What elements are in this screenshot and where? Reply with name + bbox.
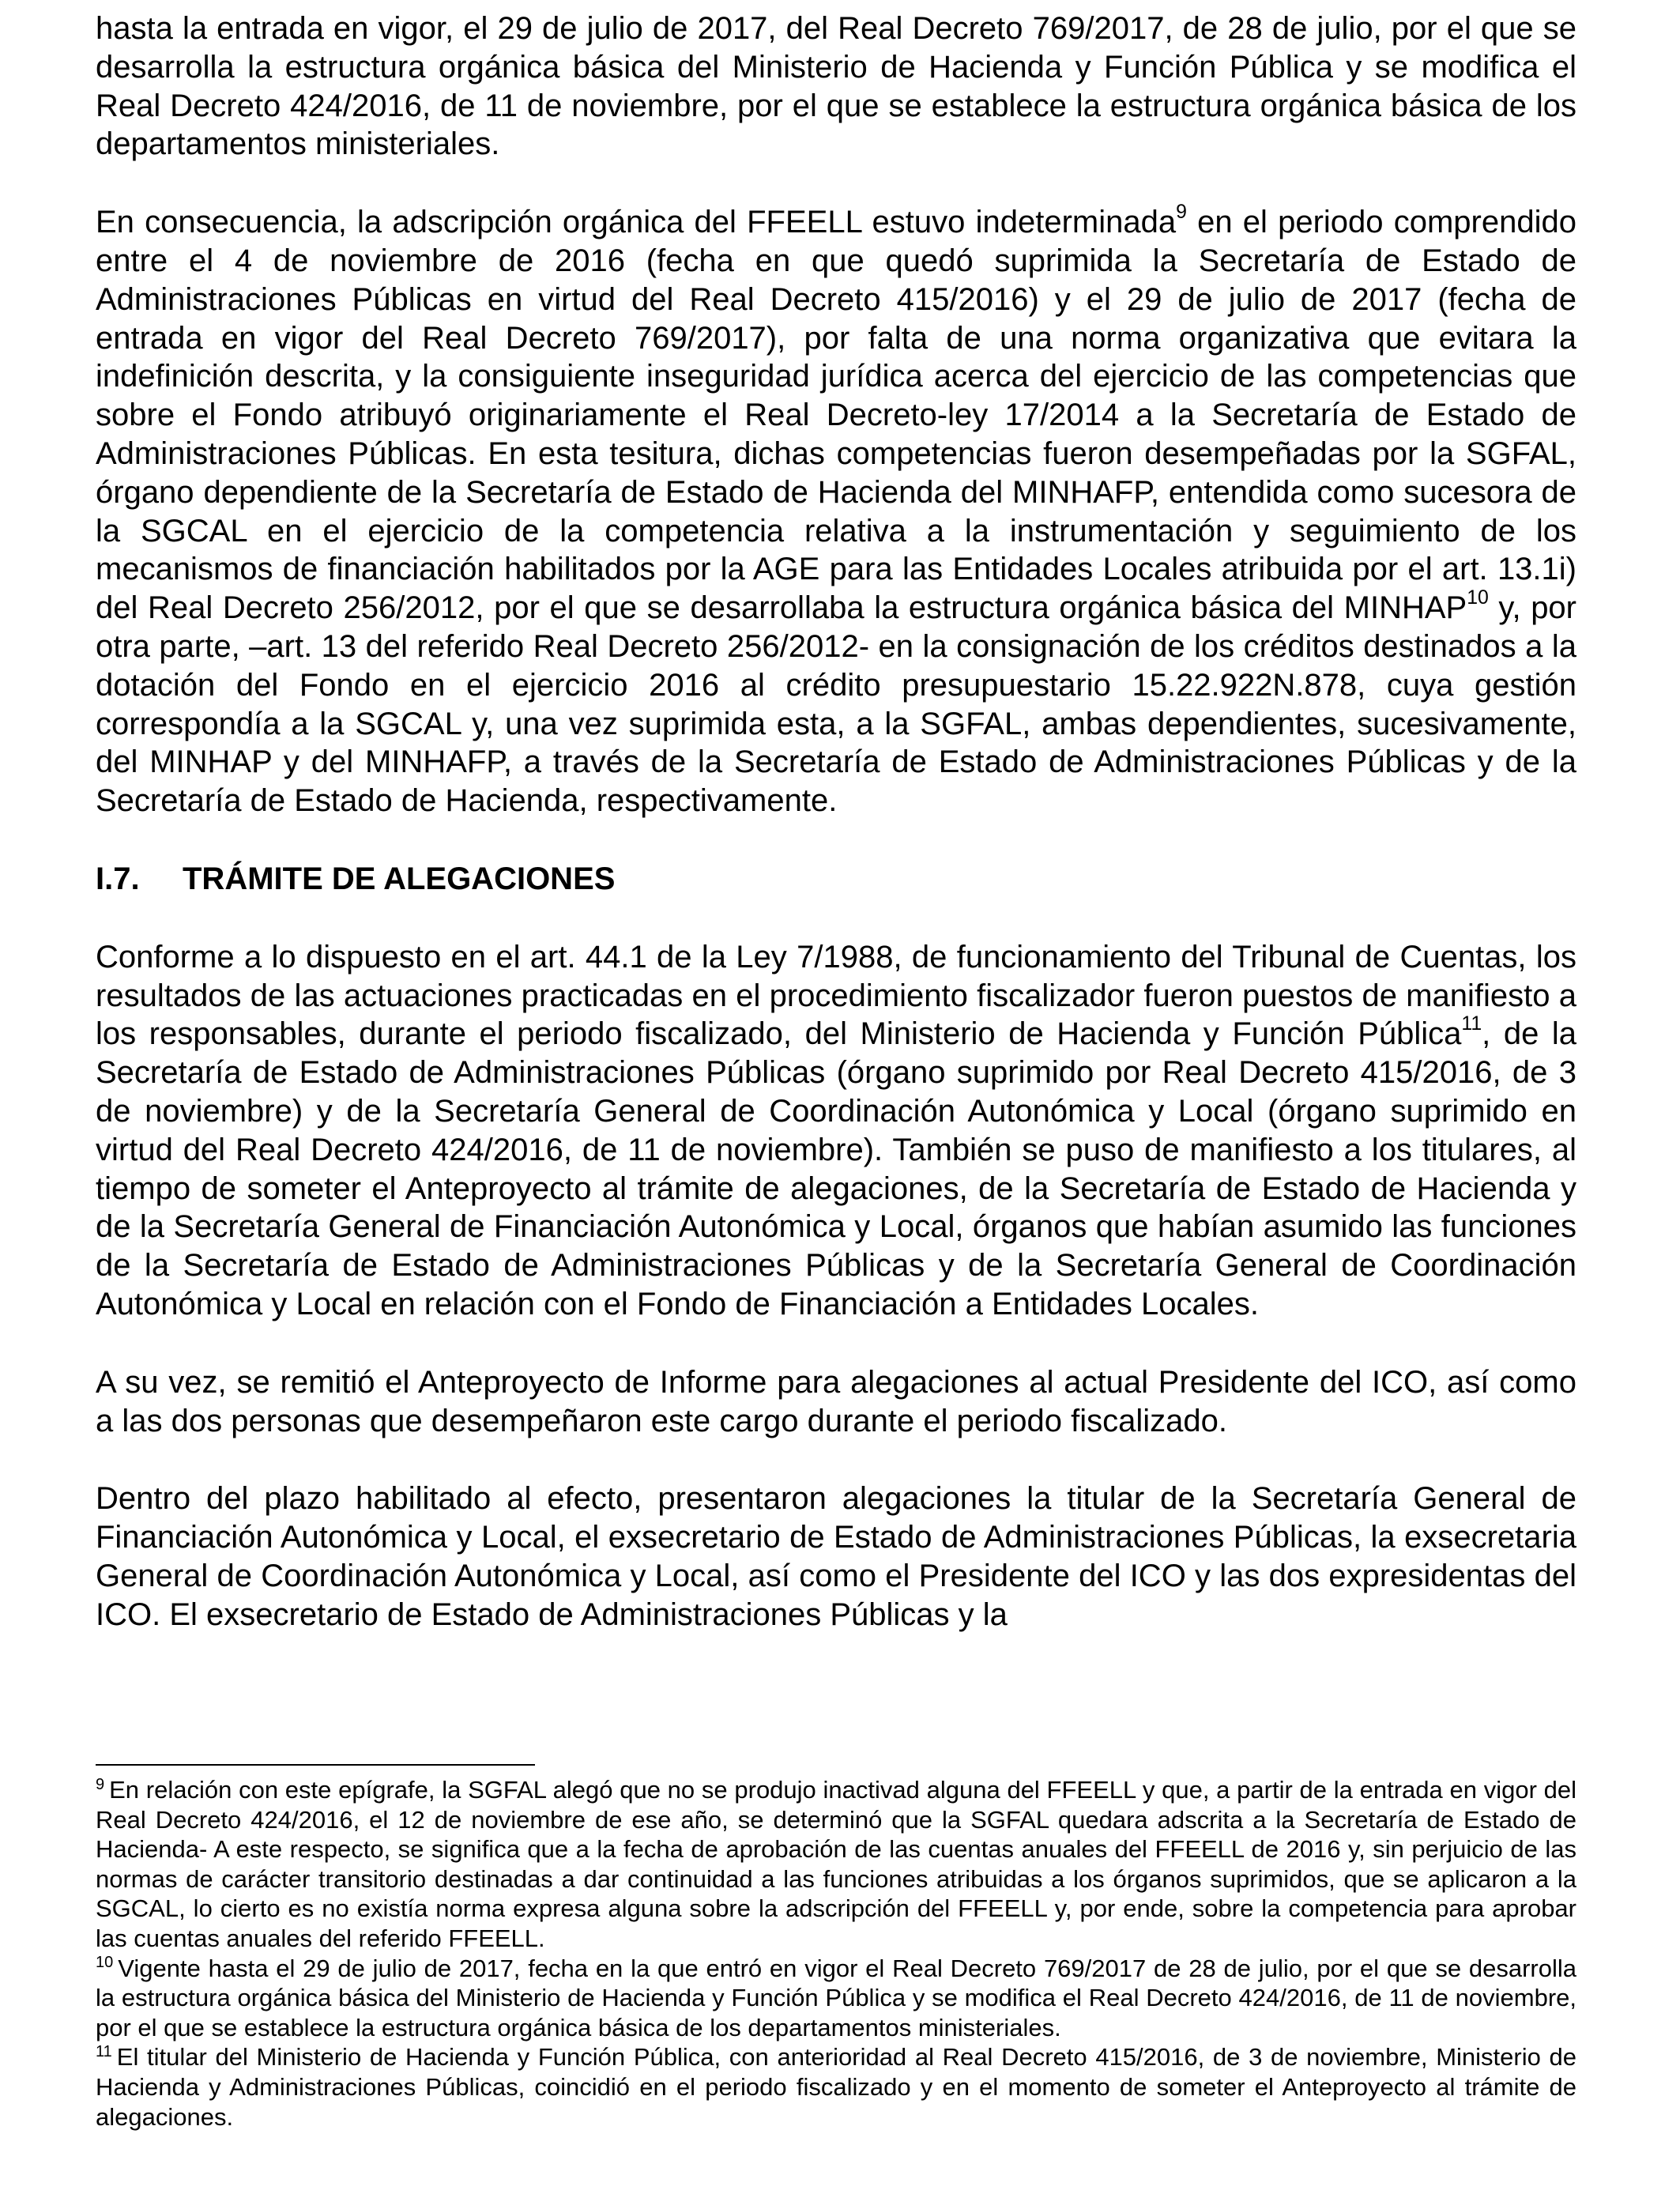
paragraph-3-part-a: Conforme a lo dispuesto en el art. 44.1 de la Ley 7/1988, de funcionamiento del Tribunal de Cuentas, los resultados de las actuaciones practicadas en el procedimiento fiscalizador fueron puestos de manifiesto a los responsables, durante el periodo fiscalizado, del Ministerio de Hacienda y Función Pública <box>96 939 1576 1052</box>
section-title: TRÁMITE DE ALEGACIONES <box>183 861 616 896</box>
paragraph-gap <box>96 899 1576 938</box>
paragraph-2-part-b: en el periodo comprendido entre el 4 de noviembre de 2016 (fecha en que quedó suprimida la Secretaría de Estado de Administraciones Públicas en virtud del Real Decreto 415/2016) y el 29 de julio de 2017 (fecha de entrada en vigor del Real Decreto 769/2017), por falta de una norma organizativa que evitara la indefinición descrita, y la consiguiente inseguridad jurídica acerca del ejercicio de las competencias que sobre el Fondo atribuyó originariamente el Real Decreto-ley 17/2014 a la Secretaría de Estado de Administraciones Públicas. En esta tesitura, dichas competencias fueron desempeñadas por la SGFAL, órgano dependiente de la Secretaría de Estado de Hacienda del MINHAFP, entendida como sucesora de la SGCAL en el ejercicio de la competencia relativa a la instrumentación y seguimiento de los mecanismos de financiación habilitados por la AGE para las Entidades Locales atribuida por el art. 13.1i) del Real Decreto 256/2012, por el que se desarrollaba la estructura orgánica básica del MINHAP <box>96 205 1576 626</box>
paragraph-2 <box>96 203 1576 820</box>
footnote-11 <box>96 2042 1576 2132</box>
footnote-text: Vigente hasta el 29 de julio de 2017, fecha en la que entró en vigor el Real Decreto 769/2017 de 28 de julio, por el que se desarrolla la estructura orgánica básica del Ministerio de Hacienda y Función Pública y se modifica el Real Decreto 424/2016, de 11 de noviembre, por el que se establece la estructura orgánica básica de los departamentos ministeriales. <box>96 1954 1576 2041</box>
section-heading <box>96 860 1576 899</box>
footnote-number: 11 <box>96 2043 112 2061</box>
paragraph-gap <box>96 1440 1576 1480</box>
footnote-number: 10 <box>96 1954 114 1972</box>
document-page <box>96 9 1576 1634</box>
paragraph-2-part-a: En consecuencia, la adscripción orgánica del FFEELL estuvo indeterminada <box>96 205 1177 240</box>
paragraph-gap <box>96 1324 1576 1363</box>
paragraph-3-part-b: , de la Secretaría de Estado de Administraciones Públicas (órgano suprimido por Real Decreto 415/2016, de 3 de noviembre) y de la Secretaría General de Coordinación Autonómica y Local (órgano suprimido en virtud del Real Decreto 424/2016, de 11 de noviembre). También se puso de manifiesto a los titulares, al tiempo de someter el Anteproyecto al trámite de alegaciones, de la Secretaría de Estado de Hacienda y de la Secretaría General de Financiación Autonómica y Local, órganos que habían asumido las funciones de la Secretaría de Estado de Administraciones Públicas y de la Secretaría General de Coordinación Autonómica y Local en relación con el Fondo de Financiación a Entidades Locales. <box>96 1016 1576 1321</box>
footnote-separator <box>96 1764 535 1766</box>
footnote-ref-9[interactable]: 9 <box>1176 202 1187 224</box>
paragraph-3 <box>96 938 1576 1324</box>
paragraph-gap <box>96 164 1576 203</box>
paragraph-4: A su vez, se remitió el Anteproyecto de Informe para alegaciones al actual Presidente del ICO, así como a las dos personas que desempeñaron este cargo durante el periodo fiscalizado. <box>96 1364 1576 1438</box>
paragraph-1: hasta la entrada en vigor, el 29 de julio de 2017, del Real Decreto 769/2017, de 28 de julio, por el que se desarrolla la estructura orgánica básica del Ministerio de Hacienda y Función Pública y se modifica el Real Decreto 424/2016, de 11 de noviembre, por el que se establece la estructura orgánica básica de los departamentos ministeriales. <box>96 11 1576 162</box>
section-number: I.7. <box>96 861 140 896</box>
footnote-text: El titular del Ministerio de Hacienda y Función Pública, con anterioridad al Real Decreto 415/2016, de 3 de noviembre, Ministerio de Hacienda y Administraciones Públicas, coincidió en el periodo fiscalizado y en el momento de someter el Anteproyecto al trámite de alegaciones. <box>96 2043 1576 2131</box>
footnote-10 <box>96 1954 1576 2043</box>
footnote-ref-10[interactable]: 10 <box>1467 587 1489 609</box>
paragraph-2-part-c: y, por otra parte, –art. 13 del referido Real Decreto 256/2012- en la consignación de los créditos destinados a la dotación del Fondo en el ejercicio 2016 al crédito presupuestario 15.22.922N.878, cuya gestión correspondía a la SGCAL y, una vez suprimida esta, a la SGFAL, ambas dependientes, sucesivamente, del MINHAP y del MINHAFP, a través de la Secretaría de Estado de Administraciones Públicas y de la Secretaría de Estado de Hacienda, respectivamente. <box>96 590 1577 819</box>
footnote-9 <box>96 1775 1576 1954</box>
footnote-text: En relación con este epígrafe, la SGFAL alegó que no se produjo inactivad alguna del FFEELL y que, a partir de la entrada en vigor del Real Decreto 424/2016, el 12 de noviembre de ese año, se determinó que la SGFAL quedara adscrita a la Secretaría de Estado de Hacienda- A este respecto, se significa que a la fecha de aprobación de las cuentas anuales del FFEELL de 2016 y, sin perjuicio de las normas de carácter transitorio destinadas a dar continuidad a las funciones atribuidas a los órganos suprimidos, que se aplicaron a la SGCAL, lo cierto es no existía norma expresa alguna sobre la adscripción del FFEELL y, por ende, sobre la competencia para aprobar las cuentas anuales del referido FFEELL. <box>96 1776 1576 1952</box>
footnote-ref-11[interactable]: 11 <box>1461 1013 1482 1035</box>
footnote-number: 9 <box>96 1775 105 1793</box>
paragraph-5: Dentro del plazo habilitado al efecto, presentaron alegaciones la titular de la Secretaría General de Financiación Autonómica y Local, el exsecretario de Estado de Administraciones Públicas, la exsecretaria General de Coordinación Autonómica y Local, así como el Presidente del ICO y las dos expresidentas del ICO. El exsecretario de Estado de Administraciones Públicas y la <box>96 1481 1576 1632</box>
paragraph-gap <box>96 820 1576 860</box>
footnotes-section <box>96 1775 1576 2132</box>
